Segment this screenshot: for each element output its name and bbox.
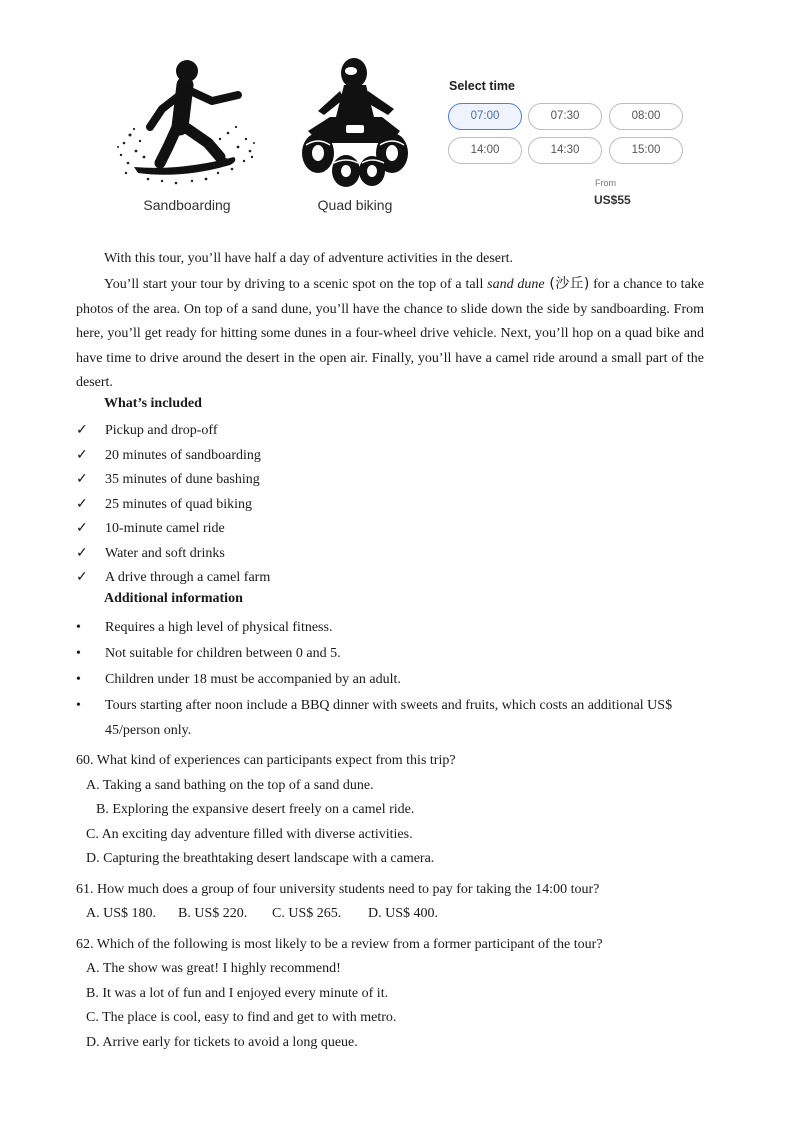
question-60-option-a[interactable]: A. Taking a sand bathing on the top of a sand dune. bbox=[86, 778, 374, 793]
check-mark-icon: ✓ bbox=[76, 472, 88, 487]
sand-dune-gloss: (沙丘) bbox=[544, 276, 590, 292]
time-slot-1400[interactable]: 14:00 bbox=[448, 137, 522, 164]
question-60-option-d[interactable]: D. Capturing the breathtaking desert landscape with a camera. bbox=[86, 851, 435, 866]
time-slot-1430[interactable]: 14:30 bbox=[528, 137, 602, 164]
intro-paragraph: With this tour, you’ll have half a day of adventure activities in the desert. bbox=[104, 251, 514, 266]
description-lead: You’ll start your tour by driving to a scenic spot on the top of a tall bbox=[104, 277, 488, 292]
check-mark-icon: ✓ bbox=[76, 423, 88, 438]
quad-biking-caption: Quad biking bbox=[317, 197, 393, 213]
question-60-stem: 60. What kind of experiences can participants expect from this trip? bbox=[76, 753, 456, 768]
question-62-option-b[interactable]: B. It was a lot of fun and I enjoyed every minute of it. bbox=[86, 986, 389, 1001]
included-item-text: Pickup and drop-off bbox=[105, 423, 218, 438]
bullet-icon: • bbox=[76, 698, 81, 713]
question-62-option-d[interactable]: D. Arrive early for tickets to avoid a long queue. bbox=[86, 1035, 358, 1050]
question-61-option-c[interactable]: C. US$ 265. bbox=[272, 906, 342, 921]
time-slot-1500[interactable]: 15:00 bbox=[609, 137, 683, 164]
check-mark-icon: ✓ bbox=[76, 497, 88, 512]
sandboarding-icon bbox=[110, 55, 260, 185]
description-paragraph bbox=[76, 272, 704, 396]
included-item-text: 20 minutes of sandboarding bbox=[105, 448, 261, 463]
question-61-option-d[interactable]: D. US$ 400. bbox=[368, 906, 439, 921]
included-item-text: A drive through a camel farm bbox=[105, 570, 271, 585]
included-item-text: 25 minutes of quad biking bbox=[105, 497, 252, 512]
question-62-option-c[interactable]: C. The place is cool, easy to find and get to with metro. bbox=[86, 1010, 397, 1025]
additional-heading: Additional information bbox=[104, 591, 243, 606]
additional-item-text: Requires a high level of physical fitness. bbox=[105, 620, 333, 635]
time-slot-0700[interactable]: 07:00 bbox=[448, 103, 522, 130]
question-62-stem: 62. Which of the following is most likely to be a review from a former participant of the tour? bbox=[76, 937, 603, 952]
check-mark-icon: ✓ bbox=[76, 448, 88, 463]
included-item-text: 10-minute camel ride bbox=[105, 521, 225, 536]
bullet-icon: • bbox=[76, 646, 81, 661]
question-60-option-b[interactable]: B. Exploring the expansive desert freely on a camel ride. bbox=[96, 802, 415, 817]
time-slot-0800[interactable]: 08:00 bbox=[609, 103, 683, 130]
sandboarding-caption: Sandboarding bbox=[143, 197, 231, 213]
included-heading: What’s included bbox=[104, 396, 202, 411]
from-label: From bbox=[595, 178, 616, 188]
description-rest: for a chance to take photos of the area. On top of a sand dune, you’ll have the chance to slide down the side by sandboarding. From here, you’ll get ready for hitting some dunes in a four-wheel drive vehicle. Next, you’ll hop on a quad bike and have time to drive around the desert in the open air. Finally, you’ll have a camel ride around a small part of the desert. bbox=[76, 277, 704, 390]
check-mark-icon: ✓ bbox=[76, 570, 88, 585]
bullet-icon: • bbox=[76, 620, 81, 635]
included-item-text: 35 minutes of dune bashing bbox=[105, 472, 260, 487]
quad-bike-icon bbox=[290, 55, 420, 190]
price-label: US$55 bbox=[594, 193, 631, 207]
question-61-option-a[interactable]: A. US$ 180. bbox=[86, 906, 157, 921]
additional-item-text: Children under 18 must be accompanied by an adult. bbox=[105, 672, 401, 687]
check-mark-icon: ✓ bbox=[76, 546, 88, 561]
additional-item-text: Not suitable for children between 0 and 5. bbox=[105, 646, 341, 661]
sand-dune-term: sand dune bbox=[487, 277, 545, 292]
question-60-option-c[interactable]: C. An exciting day adventure filled with diverse activities. bbox=[86, 827, 413, 842]
question-62-option-a[interactable]: A. The show was great! I highly recommend! bbox=[86, 961, 341, 976]
time-slot-0730[interactable]: 07:30 bbox=[528, 103, 602, 130]
question-61-stem: 61. How much does a group of four university students need to pay for taking the 14:00 tour? bbox=[76, 882, 600, 897]
additional-item-text: Tours starting after noon include a BBQ dinner with sweets and fruits, which costs an additional US$ 45/person only. bbox=[105, 698, 673, 738]
bullet-icon: • bbox=[76, 672, 81, 687]
question-61-option-b[interactable]: B. US$ 220. bbox=[178, 906, 248, 921]
select-time-label: Select time bbox=[449, 79, 516, 93]
included-item-text: Water and soft drinks bbox=[105, 546, 225, 561]
check-mark-icon: ✓ bbox=[76, 521, 88, 536]
